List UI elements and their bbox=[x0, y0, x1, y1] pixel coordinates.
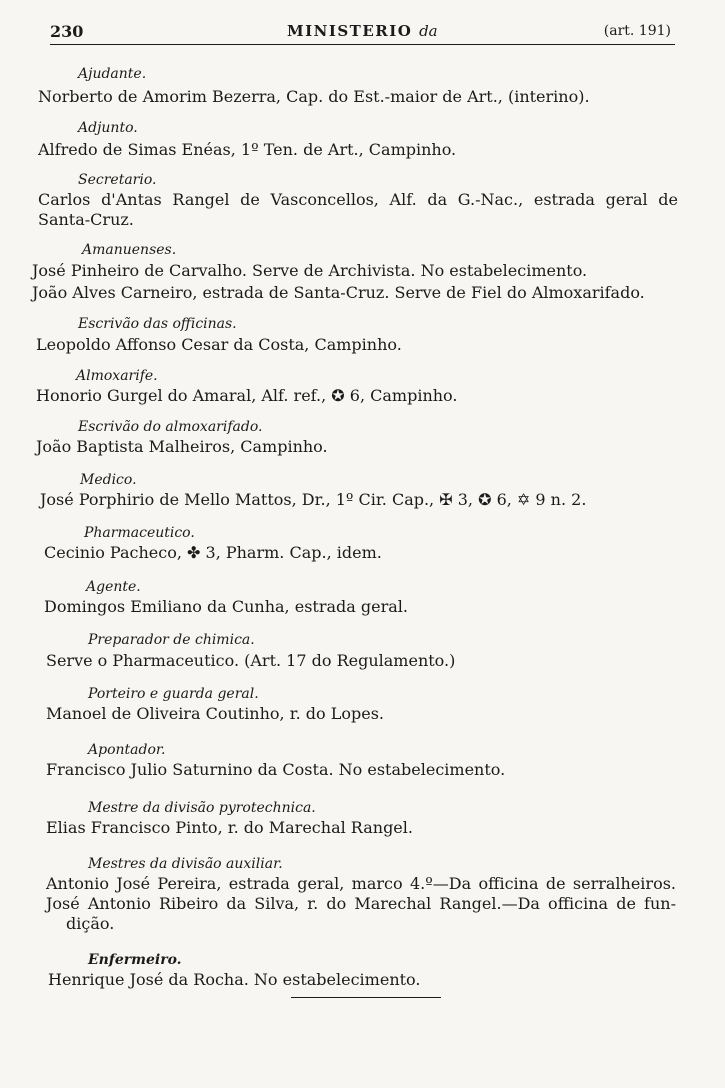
section-heading: Agente. bbox=[86, 579, 141, 595]
article-reference: (art. 191) bbox=[603, 23, 671, 39]
entry-line: João Baptista Malheiros, Campinho. bbox=[36, 437, 328, 456]
entry-line: Leopoldo Affonso Cesar da Costa, Campinho. bbox=[36, 335, 402, 354]
entry-line: Elias Francisco Pinto, r. do Marechal Rangel. bbox=[46, 818, 413, 837]
running-title-suffix: da bbox=[419, 22, 438, 40]
section-heading: Adjunto. bbox=[78, 120, 138, 136]
entry-line: José Pinheiro de Carvalho. Serve de Archivista. No estabelecimento. bbox=[32, 261, 588, 280]
entry-line: dição. bbox=[66, 914, 115, 933]
entry-line: Carlos d'Antas Rangel de Vasconcellos, Alf. da G.-Nac., estrada geral de bbox=[38, 190, 678, 209]
section-heading: Amanuenses. bbox=[82, 242, 177, 258]
section-heading: Pharmaceutico. bbox=[84, 525, 195, 541]
section-heading: Enfermeiro. bbox=[88, 952, 182, 968]
entry-line: Serve o Pharmaceutico. (Art. 17 do Regulamento.) bbox=[46, 651, 456, 670]
entry-line: Cecinio Pacheco, ✤ 3, Pharm. Cap., idem. bbox=[44, 543, 382, 562]
section-heading: Porteiro e guarda geral. bbox=[88, 686, 259, 702]
entry-line: Santa-Cruz. bbox=[38, 210, 134, 229]
section-heading: Escrivão das officinas. bbox=[78, 316, 237, 332]
entry-line: Alfredo de Simas Enéas, 1º Ten. de Art., Campinho. bbox=[38, 140, 457, 159]
section-heading: Ajudante. bbox=[78, 66, 147, 82]
entry-line: José Porphirio de Mello Mattos, Dr., 1º Cir. Cap., ✠ 3, ✪ 6, ✡ 9 n. 2. bbox=[40, 490, 587, 509]
section-heading: Secretario. bbox=[78, 172, 157, 188]
section-heading: Mestres da divisão auxiliar. bbox=[88, 856, 283, 872]
section-heading: Apontador. bbox=[88, 742, 166, 758]
section-heading: Medico. bbox=[80, 472, 137, 488]
section-heading: Almoxarife. bbox=[76, 368, 158, 384]
page-number: 230 bbox=[50, 22, 84, 41]
entry-line: Domingos Emiliano da Cunha, estrada geral. bbox=[44, 597, 408, 616]
entry-line: João Alves Carneiro, estrada de Santa-Cruz. Serve de Fiel do Almoxarifado. bbox=[32, 283, 645, 302]
page-header bbox=[50, 22, 675, 45]
entry-line: Manoel de Oliveira Coutinho, r. do Lopes. bbox=[46, 704, 385, 723]
section-heading: Preparador de chimica. bbox=[88, 632, 255, 648]
running-title-main: MINISTERIO bbox=[287, 22, 413, 40]
entry-line: Honorio Gurgel do Amaral, Alf. ref., ✪ 6, Campinho. bbox=[36, 386, 458, 405]
entry-line: Norberto de Amorim Bezerra, Cap. do Est.-maior de Art., (interino). bbox=[38, 87, 590, 106]
entry-line: Henrique José da Rocha. No estabelecimento. bbox=[48, 970, 421, 989]
closing-rule bbox=[291, 997, 441, 998]
section-heading: Escrivão do almoxarifado. bbox=[78, 419, 263, 435]
entry-line: Francisco Julio Saturnino da Costa. No estabelecimento. bbox=[46, 760, 506, 779]
section-heading: Mestre da divisão pyrotechnica. bbox=[88, 800, 316, 816]
entry-line: José Antonio Ribeiro da Silva, r. do Marechal Rangel.—Da officina de fun- bbox=[46, 894, 676, 913]
entry-line: Antonio José Pereira, estrada geral, marco 4.º—Da officina de serralheiros. bbox=[46, 874, 676, 893]
running-title bbox=[287, 22, 438, 40]
